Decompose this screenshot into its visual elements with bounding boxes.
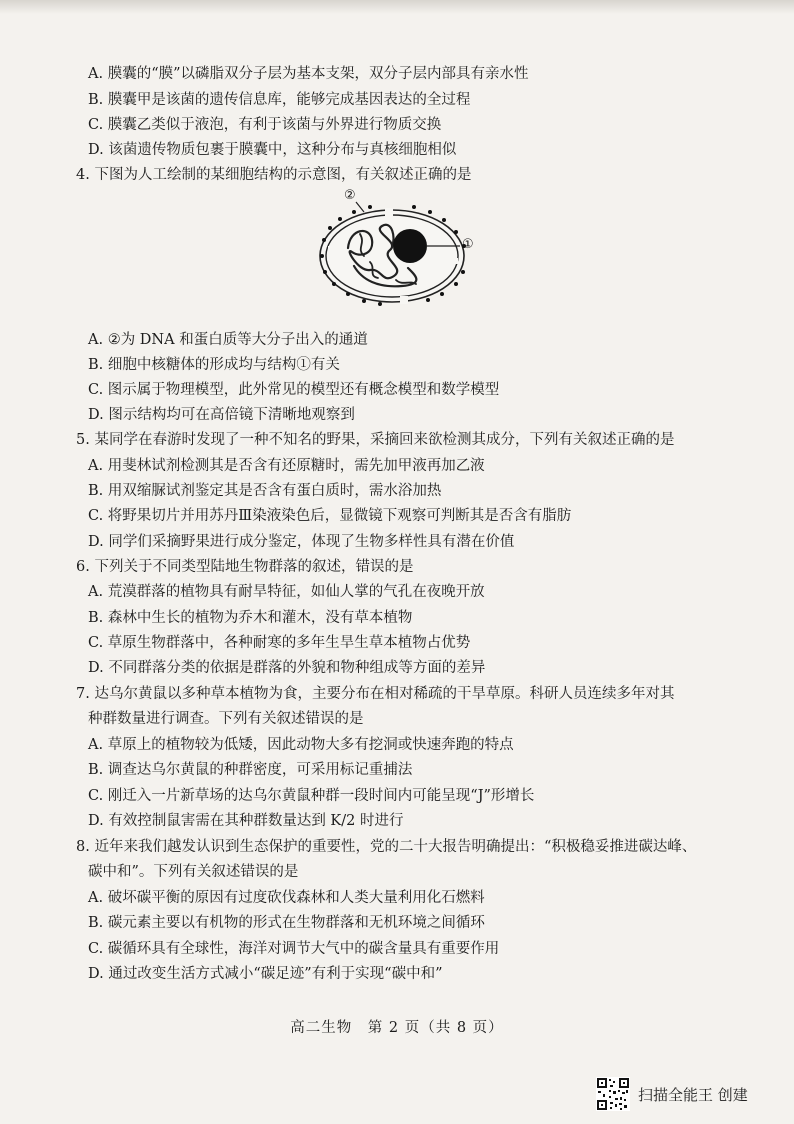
q4-option-b: B. 细胞中核糖体的形成均与结构①有关 <box>88 357 340 373</box>
q7-stem-line-2: 种群数量进行调查。下列有关叙述错误的是 <box>88 711 364 727</box>
q3-option-d: D. 该菌遗传物质包裹于膜囊中，这种分布与真核细胞相似 <box>88 142 457 158</box>
qr-code-icon <box>596 1077 630 1111</box>
q3-option-c: C. 膜囊乙类似于液泡，有利于该菌与外界进行物质交换 <box>88 117 442 133</box>
q3-option-a: A. 膜囊的“膜”以磷脂双分子层为基本支架，双分子层内部具有亲水性 <box>88 66 529 82</box>
q8-option-c: C. 碳循环具有全球性，海洋对调节大气中的碳含量具有重要作用 <box>88 941 500 957</box>
scanner-watermark-text: 扫描全能王 创建 <box>638 1085 748 1104</box>
q8-option-d: D. 通过改变生活方式减小“碳足迹”有利于实现“碳中和” <box>88 966 443 982</box>
q8-stem-line-1: 8. 近年来我们越发认识到生态保护的重要性，党的二十大报告明确提出：“积极稳妥推进碳达峰、 <box>76 839 697 855</box>
q6-option-b: B. 森林中生长的植物为乔木和灌木，没有草本植物 <box>88 610 413 626</box>
q8-option-a: A. 破坏碳平衡的原因有过度砍伐森林和人类大量利用化石燃料 <box>88 890 485 906</box>
q7-option-b: B. 调查达乌尔黄鼠的种群密度，可采用标记重捕法 <box>88 762 413 778</box>
q5-option-a: A. 用斐林试剂检测其是否含有还原糖时，需先加甲液再加乙液 <box>88 458 485 474</box>
q4-option-c: C. 图示属于物理模型，此外常见的模型还有概念模型和数学模型 <box>88 382 500 398</box>
scanner-watermark <box>596 1076 748 1112</box>
q8-stem-line-2: 碳中和”。下列有关叙述错误的是 <box>88 864 299 880</box>
q7-stem-line-1: 7. 达乌尔黄鼠以多种草本植物为食，主要分布在相对稀疏的干旱草原。科研人员连续多年对其 <box>76 686 675 702</box>
q5-option-b: B. 用双缩脲试剂鉴定其是否含有蛋白质时，需水浴加热 <box>88 483 442 499</box>
cell-nucleus-figure <box>310 188 500 318</box>
q7-option-a: A. 草原上的植物较为低矮，因此动物大多有挖洞或快速奔跑的特点 <box>88 737 514 753</box>
q7-option-c: C. 刚迁入一片新草场的达乌尔黄鼠种群一段时间内可能呈现“J”形增长 <box>88 788 535 804</box>
q4-option-a: A. ②为 DNA 和蛋白质等大分子出入的通道 <box>88 332 368 348</box>
q4-stem: 4. 下图为人工绘制的某细胞结构的示意图，有关叙述正确的是 <box>76 167 472 183</box>
scan-shadow <box>0 0 794 14</box>
q6-option-a: A. 荒漠群落的植物具有耐旱特征，如仙人掌的气孔在夜晚开放 <box>88 584 485 600</box>
q5-option-d: D. 同学们采摘野果进行成分鉴定，体现了生物多样性具有潜在价值 <box>88 534 515 550</box>
q7-option-d: D. 有效控制鼠害需在其种群数量达到 K/2 时进行 <box>88 813 404 829</box>
q4-option-d: D. 图示结构均可在高倍镜下清晰地观察到 <box>88 407 355 423</box>
nucleus-diagram <box>310 188 500 318</box>
page-footer: 高二生物 第 2 页（共 8 页） <box>290 1020 504 1036</box>
q3-option-b: B. 膜囊甲是该菌的遗传信息库，能够完成基因表达的全过程 <box>88 92 471 108</box>
q6-option-d: D. 不同群落分类的依据是群落的外貌和物种组成等方面的差异 <box>88 660 486 676</box>
q6-stem: 6. 下列关于不同类型陆地生物群落的叙述，错误的是 <box>76 559 414 575</box>
figure-label-2: ② <box>344 188 356 203</box>
q5-option-c: C. 将野果切片并用苏丹Ⅲ染液染色后，显微镜下观察可判断其是否含有脂肪 <box>88 508 572 524</box>
q8-option-b: B. 碳元素主要以有机物的形式在生物群落和无机环境之间循环 <box>88 915 485 931</box>
figure-label-1: ① <box>462 237 474 252</box>
q6-option-c: C. 草原生物群落中，各种耐寒的多年生旱生草本植物占优势 <box>88 635 471 651</box>
q5-stem: 5. 某同学在春游时发现了一种不知名的野果，采摘回来欲检测其成分，下列有关叙述正确的是 <box>76 432 675 448</box>
